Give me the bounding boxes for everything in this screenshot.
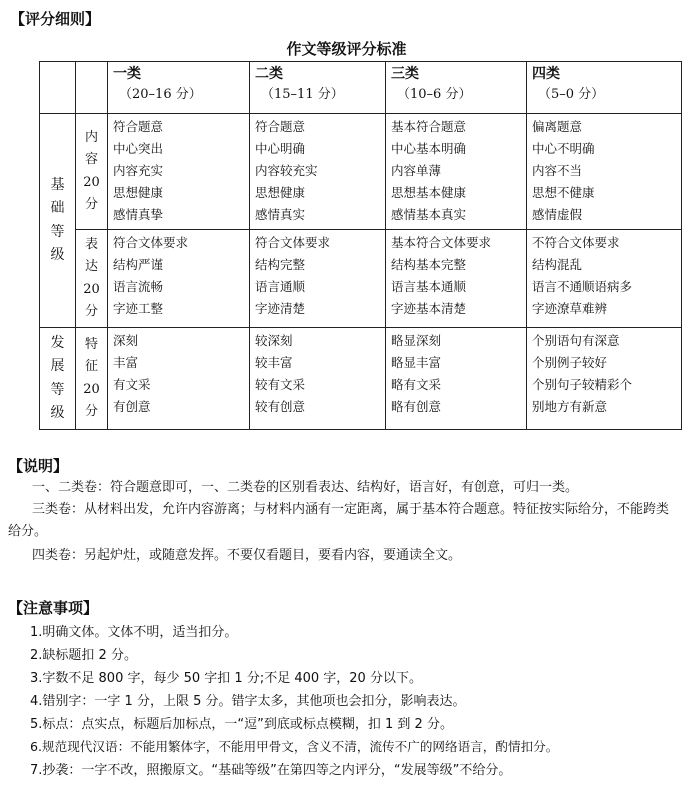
level-name: 一类 bbox=[113, 66, 141, 82]
level-header bbox=[250, 62, 386, 114]
explanation-3: 四类卷：另起炉灶，或随意发挥。不要仅看题目，要看内容，要通读全文。 bbox=[32, 548, 462, 563]
level-range: （20–16 分） bbox=[119, 87, 202, 102]
development-level-label: 发 展 等 级 bbox=[40, 328, 76, 430]
table-cell: 偏离题意 中心不明确 内容不当 思想不健康 感情虚假 bbox=[527, 114, 682, 230]
notes-heading: 【注意事项】 bbox=[8, 599, 99, 617]
level-range: （10–6 分） bbox=[397, 87, 472, 102]
header-corner-2 bbox=[76, 62, 108, 114]
basic-level-label: 基 础 等 级 bbox=[40, 114, 76, 328]
table-header-row bbox=[40, 62, 682, 114]
table-cell: 符合文体要求 结构完整 语言通顺 字迹清楚 bbox=[250, 230, 386, 328]
detail-heading: 【评分细则】 bbox=[10, 10, 101, 28]
note-item: 7.抄袭：一字不改，照搬原文。“基础等级”在第四等之内评分，“发展等级”不给分。 bbox=[30, 763, 512, 778]
level-name: 二类 bbox=[255, 66, 283, 82]
grading-table bbox=[39, 61, 682, 430]
content-label: 内 容 20 分 bbox=[76, 114, 108, 230]
expression-label: 表 达 20 分 bbox=[76, 230, 108, 328]
table-cell: 略显深刻 略显丰富 略有文采 略有创意 bbox=[386, 328, 527, 430]
feature-label: 特 征 20 分 bbox=[76, 328, 108, 430]
note-item: 2.缺标题扣 2 分。 bbox=[30, 648, 137, 663]
table-cell: 较深刻 较丰富 较有文采 较有创意 bbox=[250, 328, 386, 430]
table-cell: 基本符合题意 中心基本明确 内容单薄 思想基本健康 感情基本真实 bbox=[386, 114, 527, 230]
table-cell: 符合文体要求 结构严谨 语言流畅 字迹工整 bbox=[108, 230, 250, 328]
header-corner bbox=[40, 62, 76, 114]
table-cell: 符合题意 中心突出 内容充实 思想健康 感情真挚 bbox=[108, 114, 250, 230]
expression-row bbox=[40, 230, 682, 328]
feature-row bbox=[40, 328, 682, 430]
note-item: 4.错别字：一字 1 分，上限 5 分。错字太多，其他项也会扣分，影响表达。 bbox=[30, 694, 466, 709]
table-cell: 不符合文体要求 结构混乱 语言不通顺语病多 字迹潦草难辨 bbox=[527, 230, 682, 328]
level-name: 三类 bbox=[391, 66, 419, 82]
table-cell: 深刻 丰富 有文采 有创意 bbox=[108, 328, 250, 430]
content-row bbox=[40, 114, 682, 230]
note-item: 5.标点：点实点，标题后加标点，一“逗”到底或标点模糊，扣 1 到 2 分。 bbox=[30, 717, 453, 732]
level-header bbox=[386, 62, 527, 114]
note-item: 6.规范现代汉语：不能用繁体字，不能用甲骨文，含义不清，流传不广的网络语言，酌情扣分。 bbox=[30, 739, 559, 754]
level-range: （5–0 分） bbox=[538, 87, 605, 102]
level-range: （15–11 分） bbox=[261, 87, 344, 102]
level-header bbox=[527, 62, 682, 114]
explain-heading: 【说明】 bbox=[8, 457, 69, 475]
note-item: 3.字数不足 800 字，每少 50 字扣 1 分;不足 400 字，20 分以下。 bbox=[30, 671, 422, 686]
explanation-2: 三类卷：从材料出发，允许内容游离；与材料内涵有一定距离，属于基本符合题意。特征按实际给分，不能跨类给分。 bbox=[8, 502, 670, 539]
level-header bbox=[108, 62, 250, 114]
explanation-1: 一、二类卷：符合题意即可，一、二类卷的区别看表达、结构好，语言好，有创意，可归一类。 bbox=[32, 480, 579, 495]
table-cell: 个别语句有深意 个别例子较好 个别句子较精彩个 别地方有新意 bbox=[527, 328, 682, 430]
table-title: 作文等级评分标准 bbox=[286, 40, 407, 58]
table-cell: 符合题意 中心明确 内容较充实 思想健康 感情真实 bbox=[250, 114, 386, 230]
level-name: 四类 bbox=[532, 66, 560, 82]
table-cell: 基本符合文体要求 结构基本完整 语言基本通顺 字迹基本清楚 bbox=[386, 230, 527, 328]
note-item: 1.明确文体。文体不明，适当扣分。 bbox=[30, 625, 238, 640]
